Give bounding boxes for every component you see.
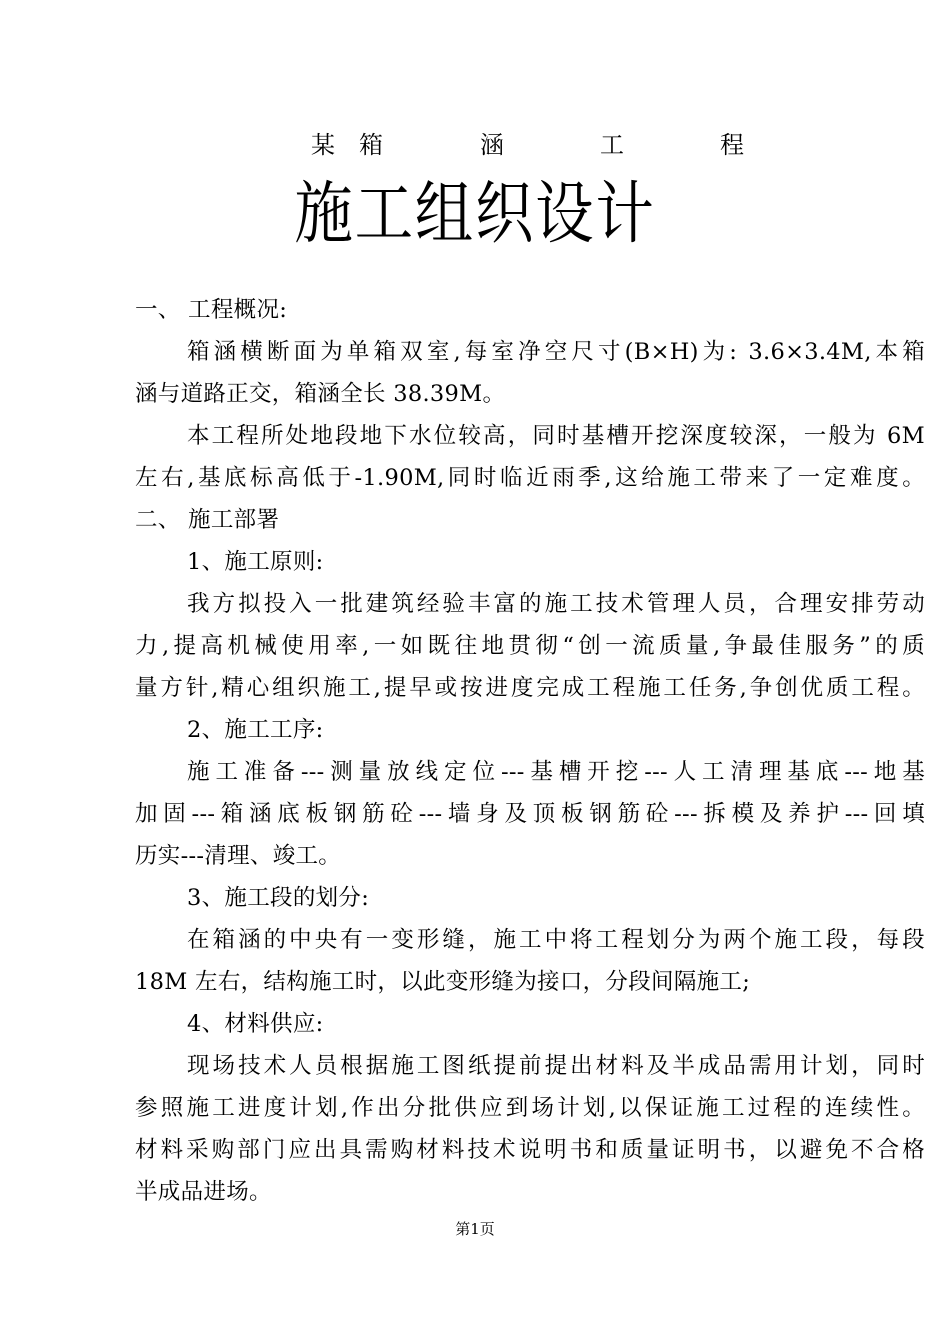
- subtitle-char-5: 程: [720, 131, 744, 159]
- section-heading-overview: 一、 工程概况:: [135, 297, 288, 323]
- paragraph-line: 量方针,精心组织施工,提早或按进度完成工程施工任务,争创优质工程。: [135, 675, 925, 701]
- paragraph-line: 历实---清理、竣工。: [135, 843, 342, 869]
- paragraph-line: 半成品进场。: [135, 1179, 272, 1205]
- paragraph-line: 参照施工进度计划,作出分批供应到场计划,以保证施工过程的连续性。: [135, 1095, 925, 1121]
- subheading-materials: 4、材料供应:: [187, 1011, 324, 1037]
- subheading-principles: 1、施工原则:: [187, 549, 324, 575]
- subtitle-char-4: 工: [600, 131, 624, 159]
- subtitle-char-3: 涵: [480, 131, 504, 159]
- paragraph-line: 现场技术人员根据施工图纸提前提出材料及半成品需用计划，同时: [187, 1053, 925, 1079]
- paragraph-line: 材料采购部门应出具需购材料技术说明书和质量证明书，以避免不合格: [135, 1137, 925, 1163]
- document-title: 施工组织设计: [294, 175, 656, 254]
- subheading-sections: 3、施工段的划分:: [187, 885, 370, 911]
- paragraph-line: 左右,基底标高低于-1.90M,同时临近雨季,这给施工带来了一定难度。: [135, 465, 925, 491]
- paragraph-line: 力,提高机械使用率,一如既往地贯彻“创一流质量,争最佳服务”的质: [135, 633, 925, 659]
- paragraph-line: 箱涵横断面为单箱双室,每室净空尺寸(B×H)为: 3.6×3.4M,本箱: [187, 339, 925, 365]
- paragraph-line: 在箱涵的中央有一变形缝，施工中将工程划分为两个施工段，每段: [187, 927, 925, 953]
- subheading-procedure: 2、施工工序:: [187, 717, 324, 743]
- paragraph-line: 涵与道路正交，箱涵全长 38.39M。: [135, 381, 506, 407]
- paragraph-line: 18M 左右，结构施工时，以此变形缝为接口，分段间隔施工;: [135, 969, 751, 995]
- paragraph-line: 本工程所处地段地下水位较高，同时基槽开挖深度较深，一般为 6M: [187, 423, 925, 449]
- section-heading-deployment: 二、 施工部署: [135, 507, 280, 533]
- subtitle-char-2: 箱: [359, 131, 383, 159]
- page-number: 第1页: [455, 1220, 495, 1238]
- paragraph-line: 我方拟投入一批建筑经验丰富的施工技术管理人员，合理安排劳动: [187, 591, 925, 617]
- paragraph-line: 施工准备---测量放线定位---基槽开挖---人工清理基底---地基: [187, 759, 925, 785]
- subtitle-char-1: 某: [311, 131, 335, 159]
- paragraph-line: 加固---箱涵底板钢筋砼---墙身及顶板钢筋砼---拆模及养护---回填: [135, 801, 925, 827]
